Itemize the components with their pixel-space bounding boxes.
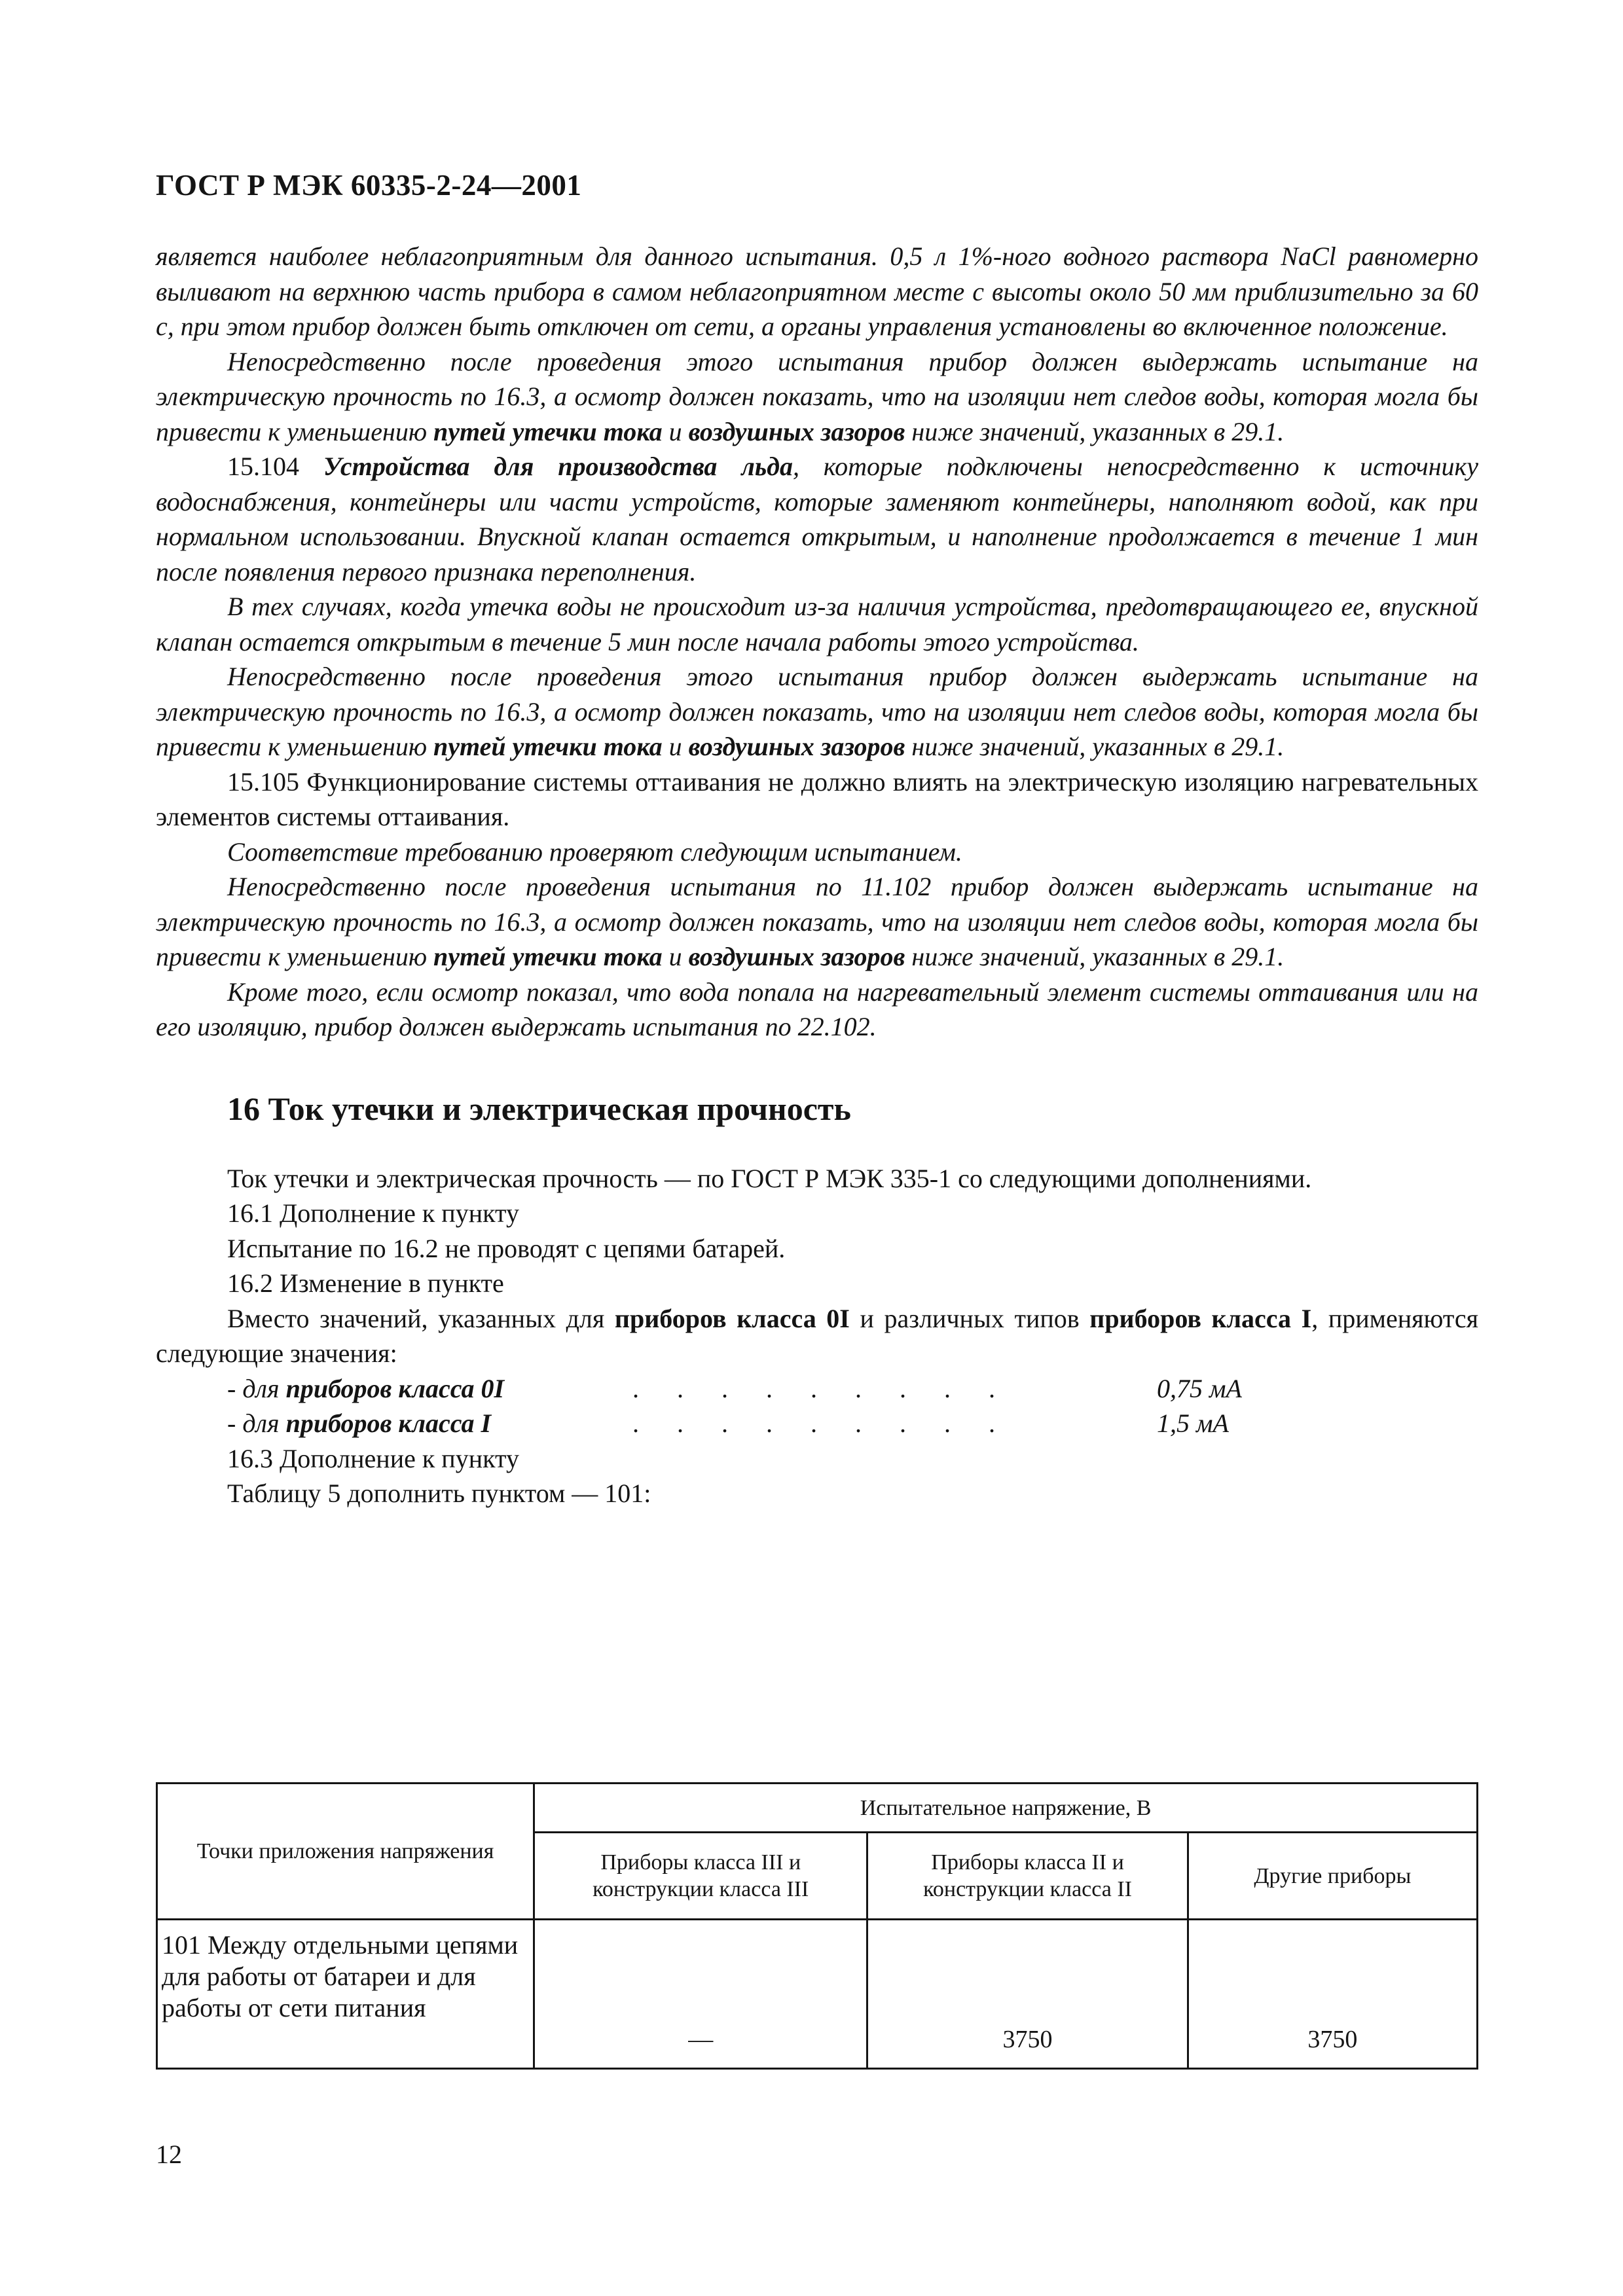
list-item-class-i: - для приборов класса I . . . . . . . . . 1,5 мА: [227, 1406, 1478, 1441]
voltage-table: [156, 1782, 1478, 2070]
paragraph-overflow: В тех случаях, когда утечка воды не происходит из-за наличия устройства, предотвращающего ее, впускной клапан остается открытым в течение 5 мин после начала работы этого устройства.: [156, 592, 1478, 656]
table-header-class3: Приборы класса III и конструкции класса III: [534, 1833, 867, 1920]
list-item-class-0i: - для приборов класса 0I . . . . . . . . . 0,75 мА: [227, 1371, 1478, 1407]
paragraph-continuation: является наиболее неблагоприятным для данного испытания. 0,5 л 1%-ного водного раствора NaCl равномерно выливают на верхнюю часть прибора в самом неблагоприятном месте с высоты около 50 мм приблизительно за 60 с, при этом прибор должен быть отключен от сети, а органы управления установлены во включенное положение.: [156, 242, 1478, 341]
term-creepage: путей утечки тока: [433, 942, 663, 971]
term-clearance: воздушных зазоров: [688, 732, 905, 761]
section-heading-16: 16 Ток утечки и электрическая прочность: [227, 1090, 851, 1127]
table-header-row: [157, 1784, 1478, 1833]
leakage-value: 1,5 мА: [1157, 1408, 1229, 1438]
table-cell-other: 3750: [1188, 1920, 1477, 2069]
clause-16-1: 16.1 Дополнение к пункту: [227, 1198, 519, 1228]
table-cell-class3: —: [534, 1920, 867, 2069]
term-class-0i: приборов класса 0I: [614, 1303, 850, 1333]
section-16-intro: Ток утечки и электрическая прочность — по ГОСТ Р МЭК 335-1 со следующими дополнениями.: [227, 1163, 1312, 1193]
term-class-i: приборов класса I: [1089, 1303, 1312, 1333]
table-row: [157, 1920, 1478, 2069]
clause-16-2-text: Вместо значений, указанных для приборов класса 0I и различных типов приборов класса I, применяются следующие значения:: [156, 1303, 1478, 1368]
term-creepage: путей утечки тока: [433, 416, 663, 446]
clause-16-3-text: Таблицу 5 дополнить пунктом — 101:: [227, 1479, 651, 1508]
leakage-value: 0,75 мА: [1157, 1373, 1242, 1403]
term-clearance: воздушных зазоров: [688, 942, 905, 971]
document-header: ГОСТ Р МЭК 60335-2-24—2001: [156, 169, 582, 202]
table-header-class2: Приборы класса II и конструкции класса II: [867, 1833, 1188, 1920]
table-header-points: Точки приложения напряжения: [157, 1784, 534, 1920]
paragraph-defrost-check: Кроме того, если осмотр показал, что вода попала на нагревательный элемент системы оттаивания или на его изоляцию, прибор должен выдержать испытания по 22.102.: [156, 977, 1478, 1041]
clause-15-105: 15.105 Функционирование системы оттаивания не должно влиять на электрическую изоляцию нагревательных элементов системы оттаивания.: [156, 766, 1478, 831]
document-body: [156, 239, 1478, 1511]
clause-16-3: 16.3 Дополнение к пункту: [227, 1443, 519, 1473]
paragraph-test-result-3: Непосредственно после проведения испытания по 11.102 прибор должен выдержать испытание на электрическую прочность по 16.3, а осмотр должен показать, что на изоляции нет следов воды, которая могла бы привести к уменьшению путей утечки тока и воздушных зазоров ниже значений, указанных в 29.1.: [156, 872, 1478, 971]
clause-16-2: 16.2 Изменение в пункте: [227, 1268, 504, 1298]
clause-16-1-text: Испытание по 16.2 не проводят с цепями батарей.: [227, 1233, 786, 1263]
clause-15-104: 15.104 Устройства для производства льда, которые подключены непосредственно к источнику водоснабжения, контейнеры или части устройств, которые заменяют контейнеры, наполняют водой, как при нормальном использовании. Впускной клапан остается открытым, и наполнение продолжается в течение 1 мин после появления первого признака переполнения.: [156, 452, 1479, 586]
table-cell-class2: 3750: [867, 1920, 1188, 2069]
table-header-other: Другие приборы: [1188, 1833, 1477, 1920]
table-cell-label: 101 Между отдельными цепями для работы от батареи и для работы от сети питания: [157, 1920, 534, 2069]
paragraph-compliance: Соответствие требованию проверяют следующим испытанием.: [227, 836, 962, 867]
page-number: 12: [156, 2140, 182, 2169]
term-ice-makers: Устройства для производства льда: [323, 452, 793, 481]
term-clearance: воздушных зазоров: [688, 416, 905, 446]
paragraph-test-result-2: Непосредственно после проведения этого испытания прибор должен выдержать испытание на электрическую прочность по 16.3, а осмотр должен показать, что на изоляции нет следов воды, которая могла бы привести к уменьшению путей утечки тока и воздушных зазоров ниже значений, указанных в 29.1.: [156, 662, 1478, 761]
term-creepage: путей утечки тока: [433, 732, 663, 761]
paragraph-test-result-1: Непосредственно после проведения этого испытания прибор должен выдержать испытание на электрическую прочность по 16.3, а осмотр должен показать, что на изоляции нет следов воды, которая могла бы привести к уменьшению путей утечки тока и воздушных зазоров ниже значений, указанных в 29.1.: [156, 346, 1478, 446]
table-header-voltage: Испытательное напряжение, В: [534, 1784, 1478, 1833]
